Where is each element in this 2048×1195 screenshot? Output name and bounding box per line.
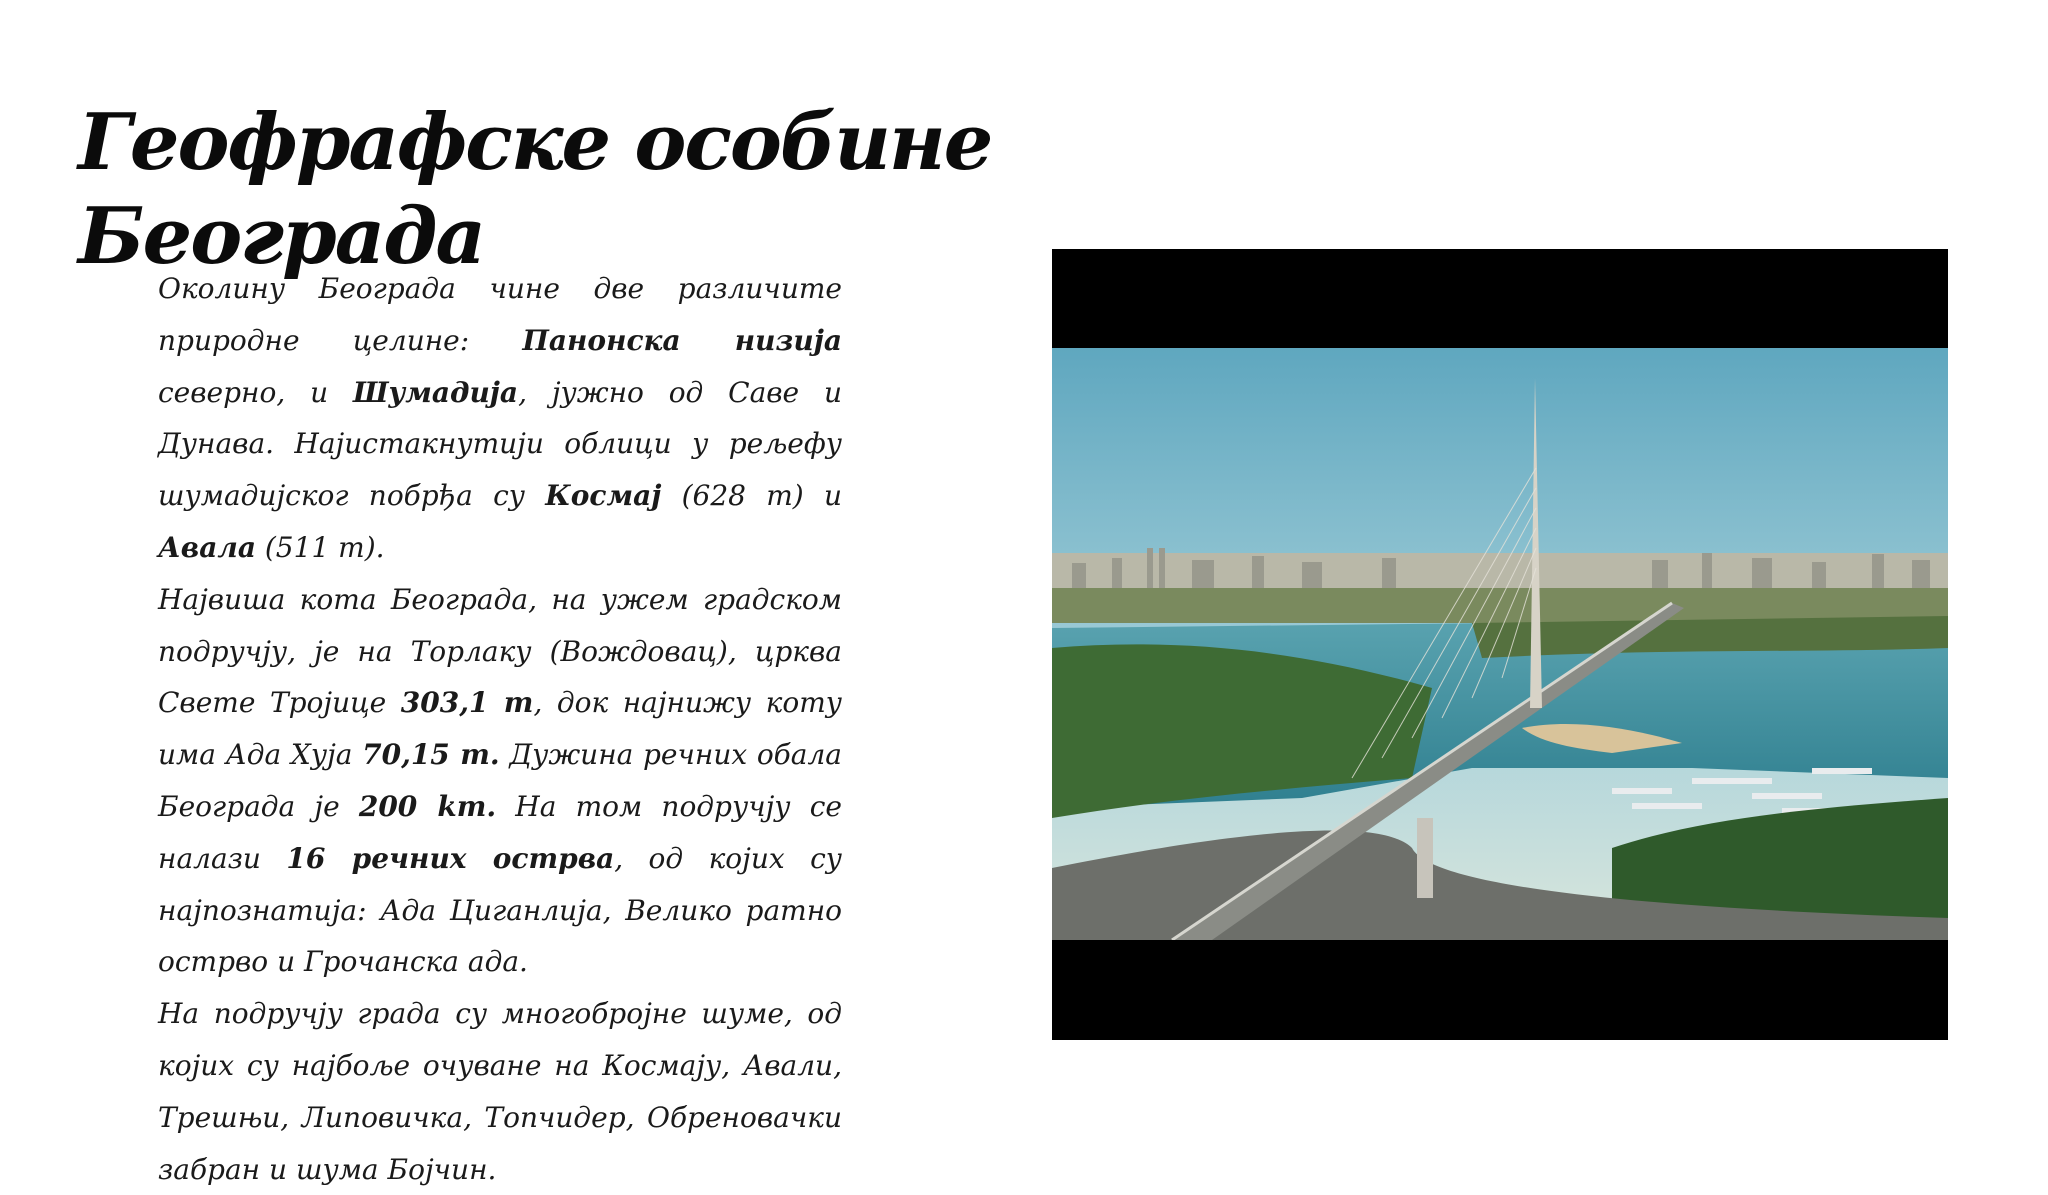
text-run: На том подручју се налази <box>158 789 842 875</box>
text-run: На подручју града су многобројне шуме, од којих су најбоље очуване на Космају, Авали, Трешњи, Липовичка, Топчидер, Обреновачки забран и шума Бојчин. <box>158 997 842 1186</box>
emphasized-term: 70,15 m. <box>362 738 500 772</box>
text-run: Околину Београда чине две различите природне целине: <box>158 272 842 357</box>
emphasized-term: Шумадија <box>352 375 519 409</box>
slide-title: Геофрафске особине Београда <box>78 97 992 282</box>
text-run: , од којих су најпознатија: Ада Циганлија, Велико ратно острво и Грочанска ада. <box>158 841 843 979</box>
text-run: (511 m). <box>255 530 385 564</box>
text-run: , јужно од Саве и Дунава. Најистакнутији облици у рељефу шумадијског побрђа су <box>158 375 842 513</box>
text-run: Највиша кота Београда, на ужем градском подручју, је на Торлаку (Вождовац), црква Свете Тројице <box>158 582 842 720</box>
text-run: (628 m) и <box>661 479 842 513</box>
emphasized-term: 16 речних острва <box>286 841 615 875</box>
paragraph-surroundings <box>158 263 842 574</box>
emphasized-term: Панонска низија <box>522 323 842 357</box>
text-run: , док најнижу коту има Ада Хуја <box>158 686 842 772</box>
video-player[interactable] <box>1052 249 1948 1040</box>
emphasized-term: 200 km. <box>358 789 497 823</box>
far-land <box>1052 588 1948 623</box>
bridge-pier <box>1417 818 1433 898</box>
video-frame-image <box>1052 348 1948 940</box>
emphasized-term: 303,1 m <box>400 686 534 720</box>
body-text <box>158 263 842 1195</box>
emphasized-term: Космај <box>545 479 662 513</box>
text-run: северно, и <box>158 375 353 409</box>
paragraph-forests <box>158 988 842 1195</box>
paragraph-elevation <box>158 574 842 988</box>
bridge-aerial-image <box>1052 348 1948 940</box>
emphasized-term: Авала <box>158 530 256 564</box>
text-run: Дужина речних обала Београда је <box>158 738 842 823</box>
